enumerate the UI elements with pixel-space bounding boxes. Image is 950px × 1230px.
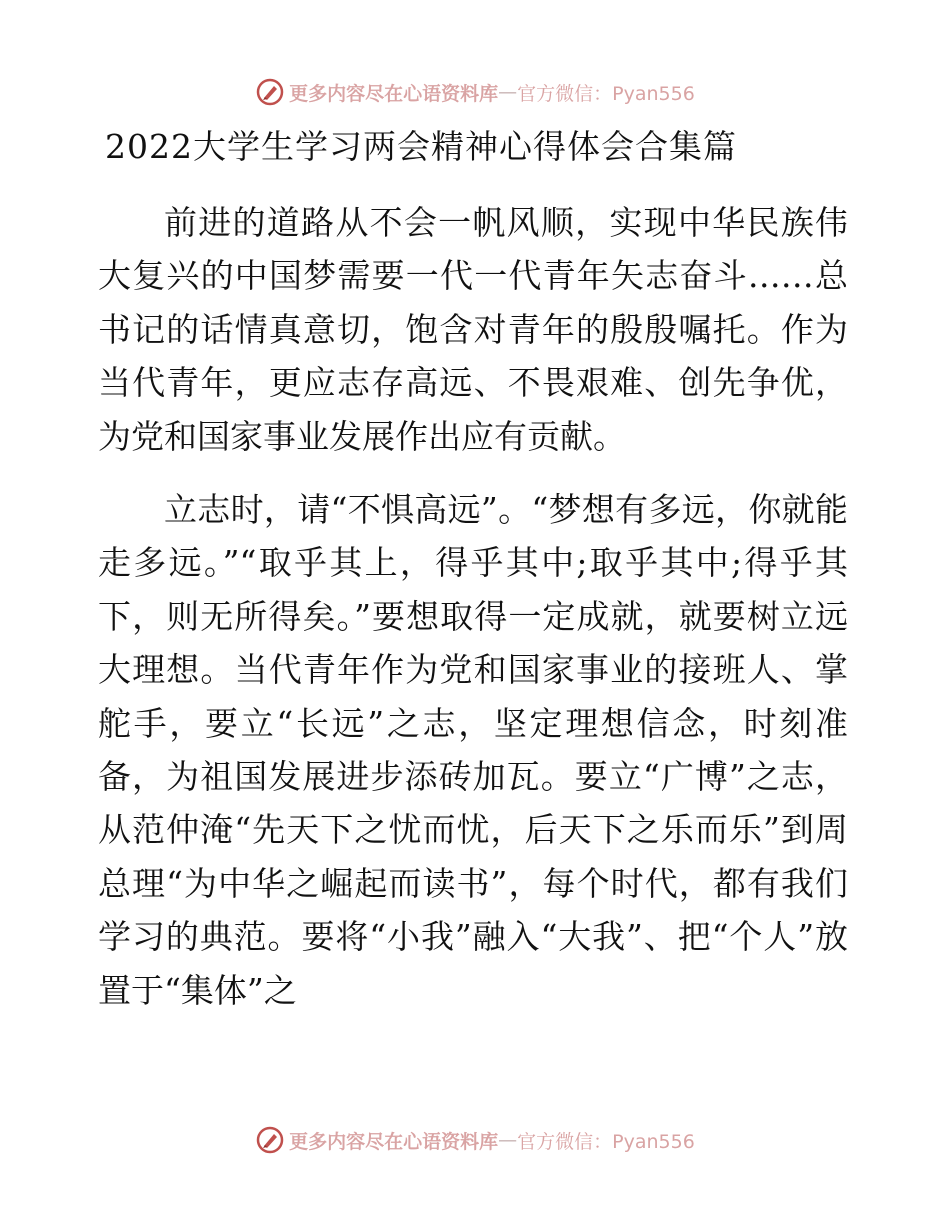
banner-wechat-label: 官方微信：Pyan556 xyxy=(517,1130,695,1153)
banner-slogan: 更多内容尽在心语资料库 xyxy=(289,1130,499,1153)
header-watermark-banner xyxy=(0,72,950,112)
banner-dash: — xyxy=(498,81,518,103)
paragraph-1: 前进的道路从不会一帆风顺，实现中华民族伟大复兴的中国梦需要一代一代青年矢志奋斗……总书记的话情真意切，饱含对青年的殷殷嘱托。作为当代青年，更应志存高远、不畏艰难、创先争优，为党和国家事业发展作出应有贡献。 xyxy=(98,203,848,456)
pen-logo-icon xyxy=(255,77,285,107)
document-body xyxy=(98,196,848,1017)
document-title: 2022大学生学习两会精神心得体会合集篇 xyxy=(105,127,737,166)
pen-logo-icon xyxy=(255,1125,285,1155)
banner-dash: — xyxy=(498,1129,518,1151)
banner-wechat-label: 官方微信：Pyan556 xyxy=(517,82,695,105)
footer-watermark-banner xyxy=(0,1120,950,1160)
paragraph-2: 立志时，请“不惧高远”。“梦想有多远，你就能走多远。”“取乎其上，得乎其中;取乎其中;得乎其下，则无所得矣。”要想取得一定成就，就要树立远大理想。当代青年作为党和国家事业的接班人、掌舵手，要立“长远”之志，坚定理想信念，时刻准备，为祖国发展进步添砖加瓦。要立“广博”之志，从范仲淹“先天下之忧而忧，后天下之乐而乐”到周总理“为中华之崛起而读书”，每个时代，都有我们学习的典范。要将“小我”融入“大我”、把“个人”放置于“集体”之 xyxy=(98,490,848,1010)
banner-slogan: 更多内容尽在心语资料库 xyxy=(289,82,499,105)
